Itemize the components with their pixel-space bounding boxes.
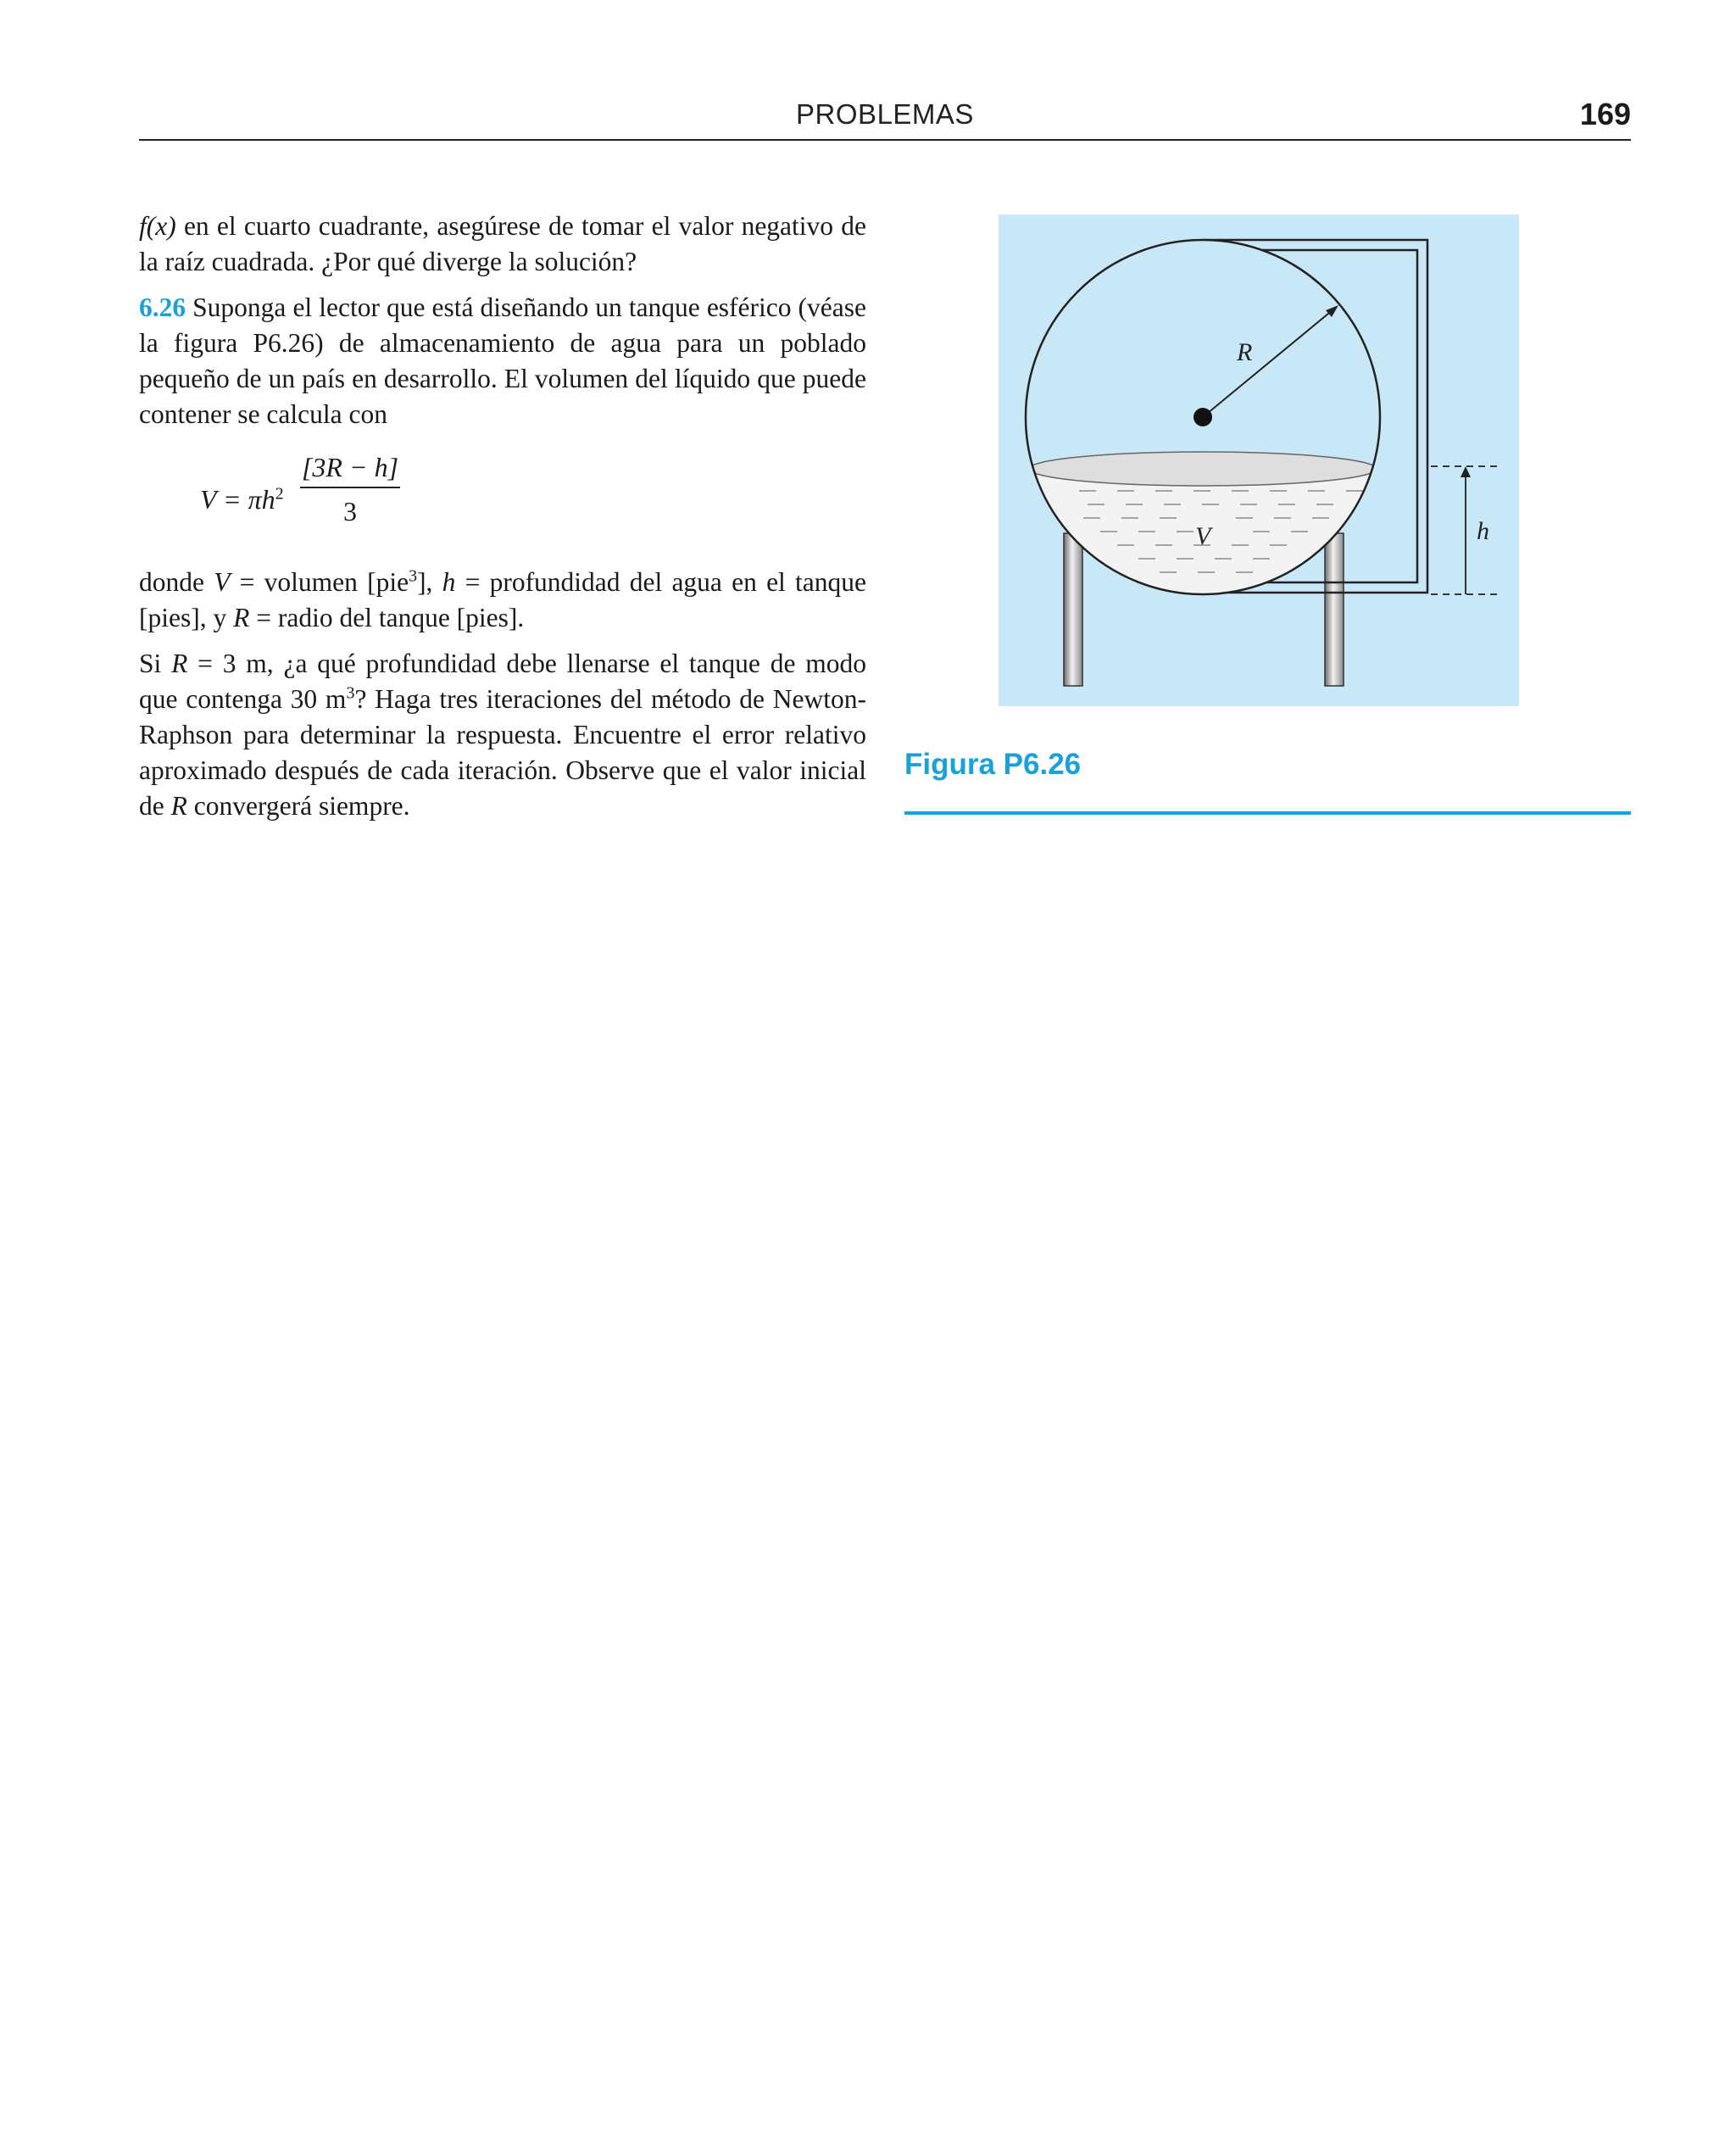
problem-6-26-statement [139,290,866,432]
running-header-title: PROBLEMAS [796,98,974,130]
spherical-tank-figure [999,214,1519,706]
fx-symbol: f(x) [139,211,176,241]
figure-caption: Figura P6.26 [904,748,1082,781]
paragraph-previous-problem-end [139,209,866,280]
formula-lhs: $V = \pi h^2$ [200,484,284,515]
water-surface [1029,452,1377,486]
formula-numerator: [3R − h] [300,449,400,488]
paragraph-text: en el cuarto cuadrante, asegúrese de tomar el valor negativo de la raíz cuadrada. ¿Por qué diverge la solución? [139,211,866,276]
volume-formula [139,441,866,560]
label-V: V [1195,522,1211,550]
label-R: R [1237,338,1253,366]
variable-definitions: donde V = volumen [pie$^3$], h = profundidad del agua en el tanque [pies], y R = radio del tanque [pies]. [139,566,866,632]
formula-fraction [300,449,400,529]
page-number: 169 [1579,97,1631,131]
caption-rule [904,811,1631,815]
sphere-center-dot [1194,408,1212,426]
tank-diagram [999,214,1519,706]
problem-statement-text: Suponga el lector que está diseñando un tanque esférico (véase la figura P6.26) de almacenamiento de agua para un poblado pequeño de un país en desarrollo. El volumen del líquido que puede contener se calcula con [139,292,866,429]
label-h: h [1477,517,1489,545]
problem-question: Si R = 3 m, ¿a qué profundidad debe llenarse el tanque de modo que contenga 30 $m^3$? Haga tres iteraciones del método de Newton-Raphson para determinar la respuesta. Encuentre el error relativo aproximado después de cada iteración. Observe que el valor inicial de R convergerá siempre. [139,649,866,821]
problem-number: 6.26 [139,292,186,322]
formula-denominator: 3 [343,496,357,526]
tank-leg-right [1325,533,1344,686]
problem-text-column [139,209,866,824]
tank-leg-left [1064,533,1082,686]
page-header [139,95,1631,141]
